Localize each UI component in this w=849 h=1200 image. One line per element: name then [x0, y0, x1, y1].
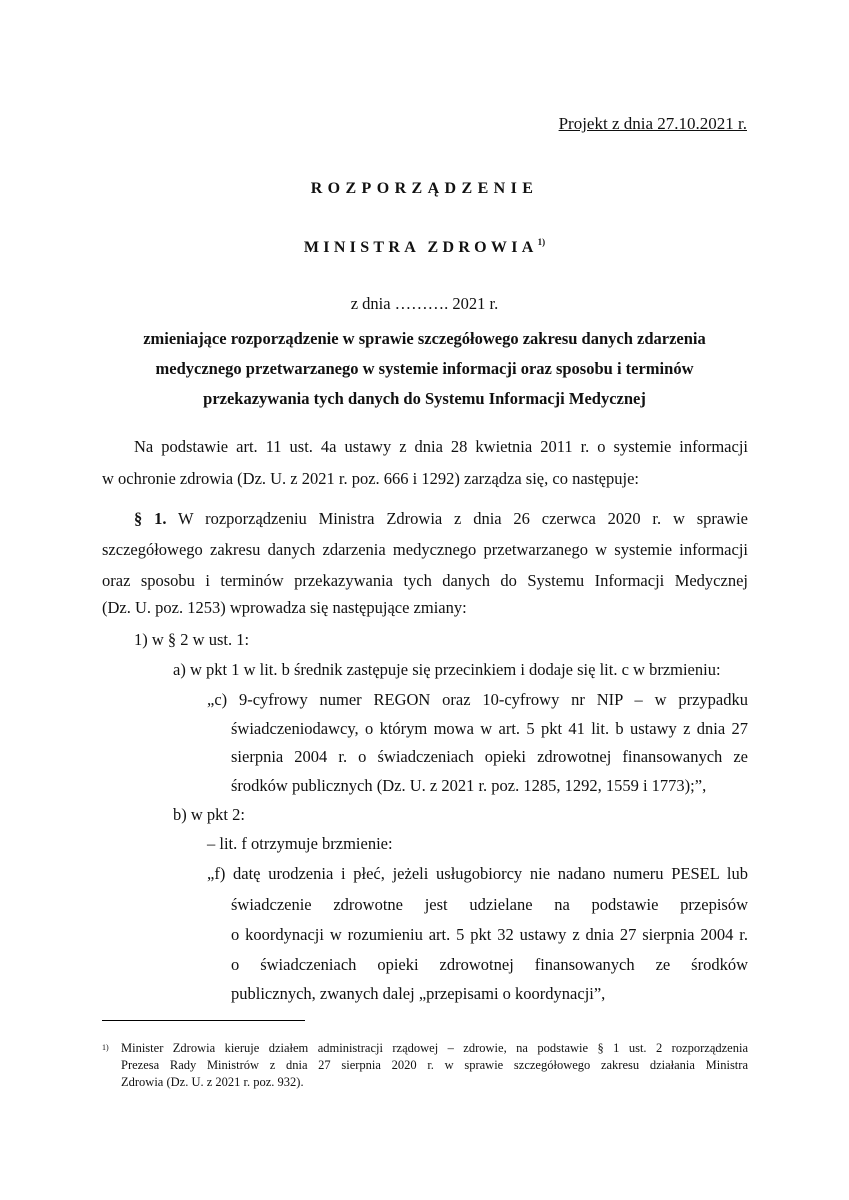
- quote-c-line: sierpnia 2004 r. o świadczeniach opieki zdrowotnej finansowanych ze: [231, 747, 748, 766]
- section-line: szczegółowego zakresu danych zdarzenia medycznego przetwarzanego w systemie informacji: [102, 540, 748, 559]
- act-type-heading: ROZPORZĄDZENIE: [310, 180, 539, 197]
- preamble-line: Na podstawie art. 11 ust. 4a ustawy z dnia 28 kwietnia 2011 r. o systemie informacji: [134, 437, 748, 456]
- section-text: W rozporządzeniu Ministra Zdrowia z dnia 26 czerwca 2020 r. w sprawie: [177, 509, 749, 528]
- letter-b: b) w pkt 2:: [173, 805, 245, 824]
- preamble-line: w ochronie zdrowia (Dz. U. z 2021 r. poz. 666 i 1292) zarządza się, co następuje:: [102, 469, 639, 488]
- quote-c-line: świadczeniodawcy, o którym mowa w art. 5 pkt 41 lit. b ustawy z dnia 27: [231, 719, 748, 738]
- letter-a: a) w pkt 1 w lit. b średnik zastępuje się przecinkiem i dodaje się lit. c w brzmieniu:: [173, 660, 721, 679]
- section-1-first-line: [134, 509, 748, 529]
- quote-f-line: o świadczeniach opieki zdrowotnej finansowanych ze środków: [231, 955, 748, 974]
- footnote-mark: [102, 1040, 109, 1059]
- section-line: oraz sposobu i terminów przekazywania tych danych do Systemu Informacji Medycznej: [102, 571, 748, 590]
- quote-f-line: o koordynacji w rozumieniu art. 5 pkt 32 ustawy z dnia 27 sierpnia 2004 r.: [231, 925, 748, 944]
- issuer-heading: [0, 237, 849, 257]
- quote-f-line: publicznych, zwanych dalej „przepisami o koordynacji”,: [231, 984, 606, 1003]
- subject-line: zmieniające rozporządzenie w sprawie szczegółowego zakresu danych zdarzenia: [143, 329, 706, 348]
- subject-line: medycznego przetwarzanego w systemie informacji oraz sposobu i terminów: [155, 359, 694, 378]
- section-line: (Dz. U. poz. 1253) wprowadza się następujące zmiany:: [102, 598, 467, 617]
- dash-item: – lit. f otrzymuje brzmienie:: [207, 834, 393, 853]
- quote-c-line: środków publicznych (Dz. U. z 2021 r. poz. 1285, 1292, 1559 i 1773);”,: [231, 776, 707, 795]
- subject-line: przekazywania tych danych do Systemu Informacji Medycznej: [203, 389, 646, 408]
- quote-f-line: „f) datę urodzenia i płeć, jeżeli usługobiorcy nie nadano numeru PESEL lub: [207, 864, 748, 883]
- section-mark: § 1.: [134, 509, 167, 528]
- point-1: 1) w § 2 w ust. 1:: [134, 630, 250, 649]
- issuer-name: MINISTRA ZDROWIA: [303, 239, 538, 256]
- footnote-separator: [102, 1020, 305, 1021]
- quote-c-line: „c) 9-cyfrowy numer REGON oraz 10-cyfrowy nr NIP – w przypadku: [207, 690, 748, 709]
- footnote-reference: 1): [537, 237, 546, 247]
- footnote-line: Zdrowia (Dz. U. z 2021 r. poz. 932).: [121, 1075, 304, 1089]
- quote-f-line: świadczenie zdrowotne jest udzielane na podstawie przepisów: [231, 895, 748, 914]
- act-date: z dnia ………. 2021 r.: [350, 294, 499, 313]
- footnote-line: Minister Zdrowia kieruje działem administracji rządowej – zdrowie, na podstawie § 1 ust. 2 rozporządzenia: [121, 1041, 748, 1055]
- footnote-number: 1): [102, 1043, 109, 1052]
- draft-date-label: Projekt z dnia 27.10.2021 r.: [558, 114, 747, 133]
- footnote-line: Prezesa Rady Ministrów z dnia 27 sierpnia 2020 r. w sprawie szczegółowego zakresu działania Ministra: [121, 1058, 748, 1072]
